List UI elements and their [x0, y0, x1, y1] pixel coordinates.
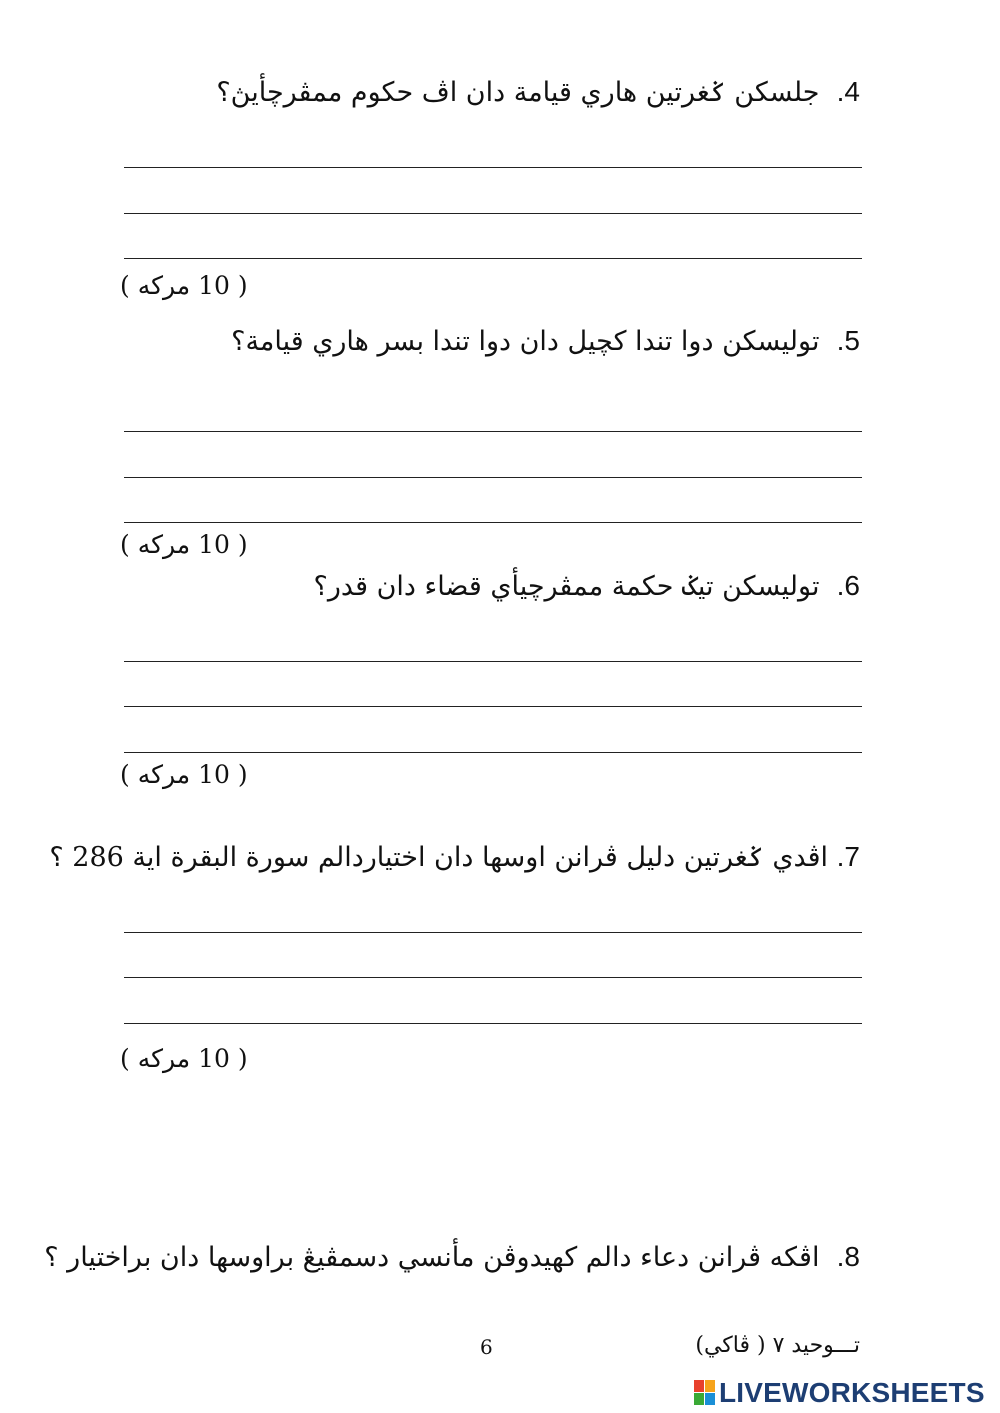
question-text: اڤدي ݢغرتين دليل ڤرانن اوسها دان اختياردالم سورة البقرة اية 286 ؟ [49, 842, 829, 873]
marks-label: ( 10 مركه ) [120, 1044, 248, 1073]
question-text: توليسكن دوا تندا كچيل دان دوا تندا بسر هاري قيامة؟ [231, 326, 820, 357]
question-text: توليسكن تيݢ حكمة ممڤرچيأي قضاء دان قدر؟ [313, 571, 820, 602]
question-text: اڤكه ڤرانن دعاء دالم كهيدوڤن مأنسي دسمڤيڠ براوسها دان براختيار ؟ [44, 1242, 820, 1273]
question-7 [49, 843, 860, 871]
question-text: جلسكن ݢغرتين هاري قيامة دان اڤ حكوم ممڤرچأيڽ؟ [216, 77, 820, 108]
answer-line[interactable] [124, 431, 862, 432]
footer-title: تـــوحيد ٧ ( ڤاكي) [695, 1333, 860, 1358]
question-number: 7. [836, 841, 860, 872]
answer-line[interactable] [124, 167, 862, 168]
question-4 [216, 78, 860, 106]
answer-line[interactable] [124, 932, 862, 933]
answer-line[interactable] [124, 477, 862, 478]
answer-line[interactable] [124, 752, 862, 753]
answer-line[interactable] [124, 213, 862, 214]
question-number: 8. [836, 1241, 860, 1272]
question-8 [44, 1243, 860, 1271]
question-number: 4. [836, 76, 860, 107]
question-5 [231, 327, 860, 355]
liveworksheets-logo [694, 1378, 985, 1408]
answer-line[interactable] [124, 661, 862, 662]
marks-label: ( 10 مركه ) [120, 530, 248, 559]
question-number: 5. [836, 325, 860, 356]
answer-line[interactable] [124, 258, 862, 259]
question-number: 6. [836, 570, 860, 601]
answer-line[interactable] [124, 706, 862, 707]
page-number: 6 [480, 1335, 493, 1359]
marks-label: ( 10 مركه ) [120, 760, 248, 789]
liveworksheets-wordmark: LIVEWORKSHEETS [719, 1377, 985, 1408]
liveworksheets-badge-icon [694, 1380, 716, 1406]
marks-label: ( 10 مركه ) [120, 271, 248, 300]
answer-line[interactable] [124, 977, 862, 978]
answer-line[interactable] [124, 1023, 862, 1024]
question-6 [314, 572, 860, 600]
answer-line[interactable] [124, 522, 862, 523]
